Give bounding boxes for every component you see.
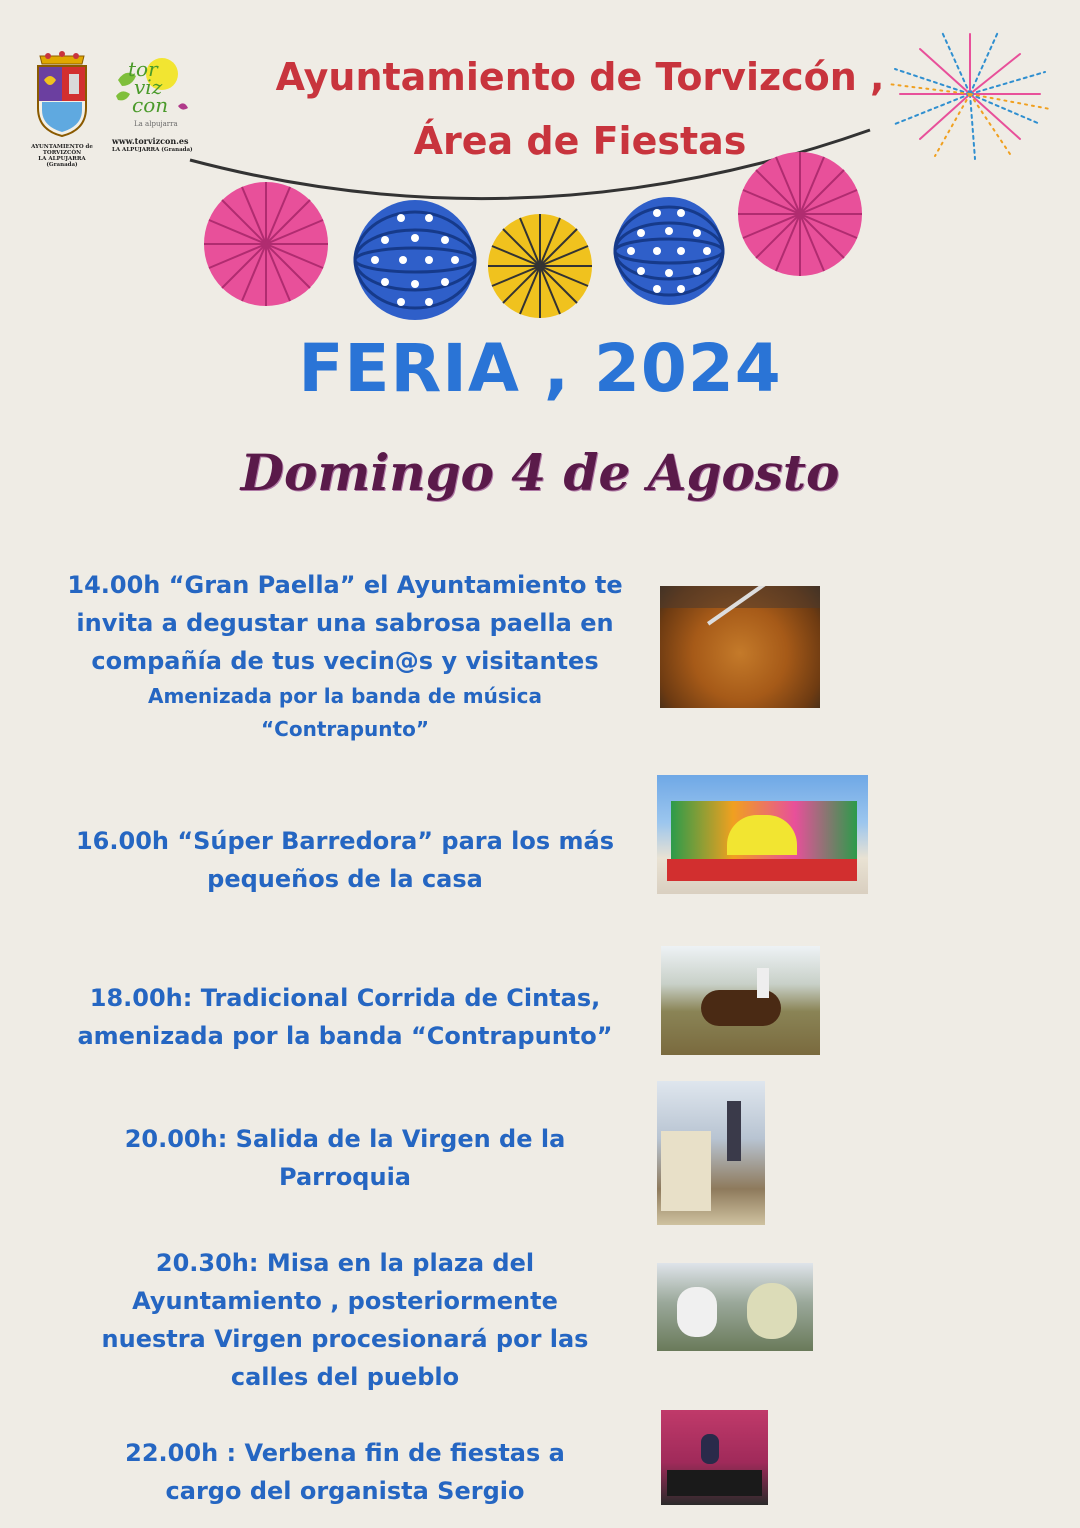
blue-polka-dot-lantern-right [615, 197, 723, 305]
header-title-line2: Área de Fiestas [413, 119, 747, 163]
event-paella: 14.00h “Gran Paella” el Ayuntamiento te invita a degustar una sabrosa paella en compañía de tus vecin@s y visitantes Amenizada por la banda de música “Contrapunto” [67, 571, 623, 741]
brand-logo-wordmark: tor viz con [128, 57, 169, 117]
horse-rider-photo [661, 946, 820, 1055]
garland-decoration [0, 120, 1080, 330]
header-title-line1: Ayuntamiento de Torvizcón , [275, 55, 885, 99]
bouncy-castle-photo [657, 775, 868, 894]
council-logo-caption: AYUNTAMIENTO de TORVIZCÓN LA ALPUJARRA (Granada) [31, 144, 93, 168]
event-date-title: Domingo 4 de Agosto [240, 443, 840, 502]
brand-logo-url: www.torvizcon.es [112, 136, 189, 146]
feria-title: FERIA , 2024 [298, 330, 782, 407]
event-super-barredora: 16.00h “Súper Barredora” para los más pequeños de la casa [75, 827, 615, 893]
brand-logo-tagline: La alpujarra [134, 120, 178, 128]
event-misa-procesion: 20.30h: Misa en la plaza del Ayuntamiento , posteriormente nuestra Virgen procesionará por las calles del pueblo [101, 1249, 589, 1391]
church-interior-photo [657, 1081, 765, 1225]
event-salida-virgen: 20.00h: Salida de la Virgen de la Parroquia [124, 1125, 566, 1191]
event-verbena: 22.00h : Verbena fin de fiestas a cargo del organista Sergio [125, 1439, 565, 1505]
brand-logo-region: LA ALPUJARRA (Granada) [112, 147, 193, 153]
yellow-paper-lantern [488, 214, 592, 318]
pink-paper-fan-right [738, 152, 862, 276]
event-corrida-de-cintas: 18.00h: Tradicional Corrida de Cintas, amenizada por la banda “Contrapunto” [77, 984, 613, 1050]
procession-photo [657, 1263, 813, 1351]
pink-paper-fan-left [204, 182, 328, 306]
blue-polka-dot-lantern-left [355, 200, 475, 320]
organist-photo [661, 1410, 768, 1505]
paella-photo [660, 586, 820, 708]
